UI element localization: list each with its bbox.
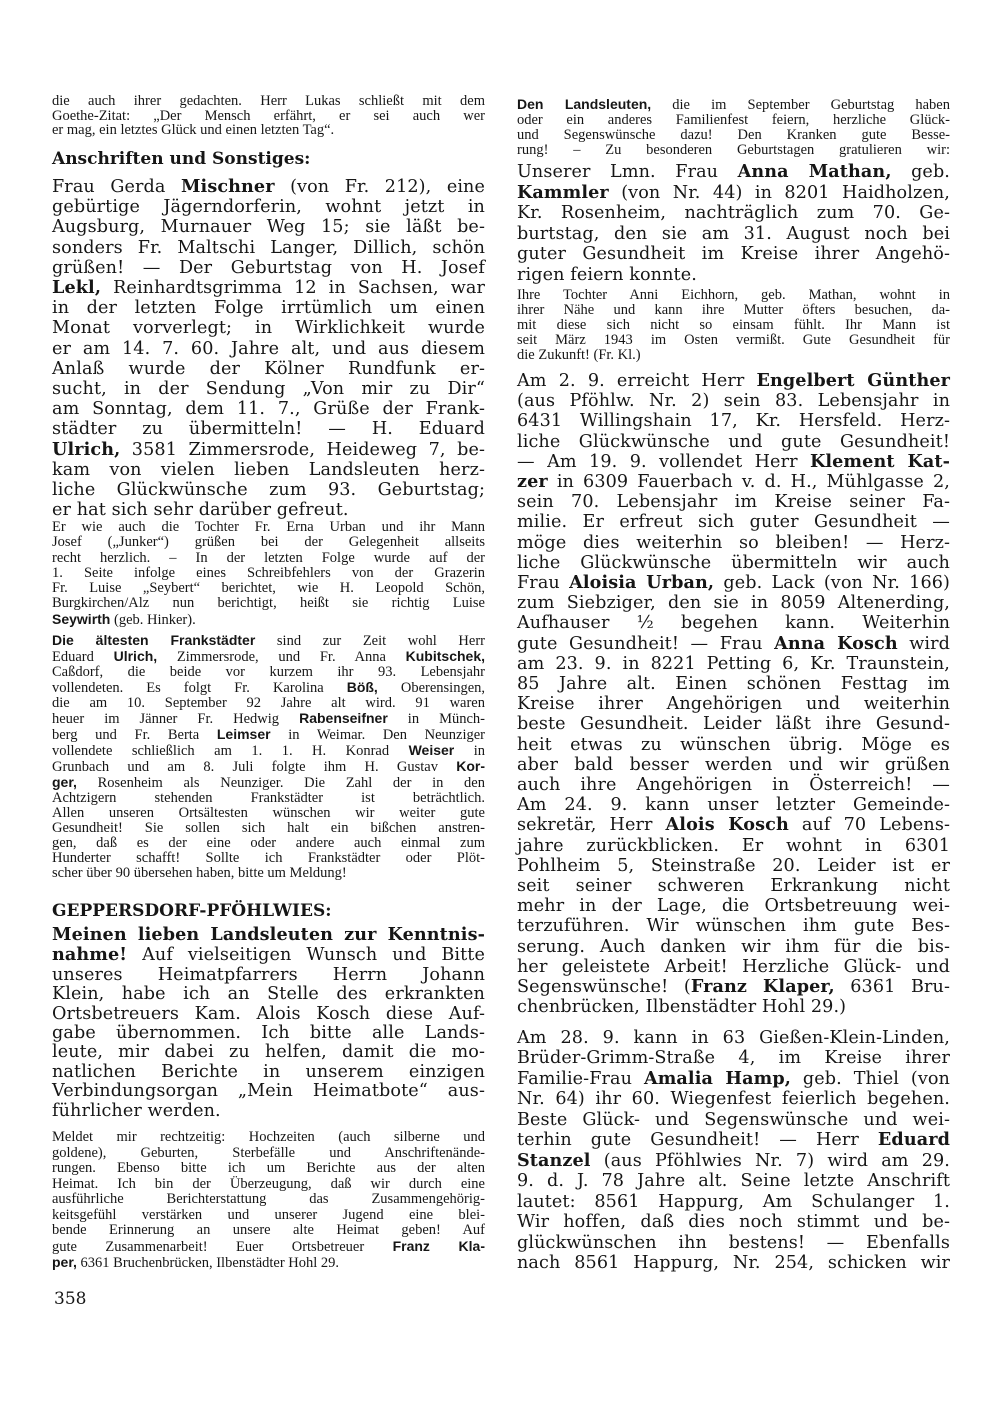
text-segment: sein 70. Lebensjahr im Kreise seiner Fa- bbox=[517, 492, 950, 513]
text-segment: liche Glückwünsche und gute Gesundheit! bbox=[517, 431, 950, 452]
paragraph-urban-seywirth bbox=[52, 520, 485, 628]
text-line bbox=[517, 1048, 950, 1068]
text-line bbox=[517, 512, 950, 532]
text-line bbox=[517, 795, 950, 815]
text-line bbox=[517, 391, 950, 411]
text-segment: grüßen! — Der Geburtstag von H. Josef bbox=[52, 257, 485, 278]
text-line bbox=[52, 520, 485, 535]
text-line bbox=[517, 348, 950, 363]
text-line bbox=[52, 596, 485, 611]
paragraph-eichhorn bbox=[517, 288, 950, 363]
text-segment: die am 10. September 92 Jahre alt wird. 91 waren bbox=[52, 695, 485, 711]
text-line bbox=[52, 1005, 485, 1024]
text-segment: leute, mir dabei zu helfen, damit die mo- bbox=[52, 1042, 485, 1063]
text-line bbox=[517, 492, 950, 512]
text-line bbox=[517, 318, 950, 333]
text-segment: vollendete schließlich am 1. 1. H. Konrad bbox=[52, 743, 409, 759]
section-heading-anschriften: Anschriften und Sonstiges: bbox=[52, 149, 311, 169]
bold-name: Aloisia Urban, bbox=[569, 572, 715, 594]
text-segment: 9. d. J. 78 Jahre alt. Seine letzte Anschrift bbox=[517, 1171, 950, 1192]
text-line bbox=[52, 278, 485, 298]
bold-name: Die ältesten Frankstädter bbox=[52, 632, 256, 648]
text-line bbox=[517, 957, 950, 977]
text-line bbox=[517, 937, 950, 957]
text-line bbox=[517, 303, 950, 318]
text-line bbox=[517, 1233, 950, 1253]
text-line bbox=[517, 1171, 950, 1191]
text-line bbox=[517, 775, 950, 795]
page-number: 358 bbox=[54, 1289, 87, 1309]
text-line bbox=[517, 634, 950, 654]
text-segment: in bbox=[454, 743, 486, 759]
text-segment: Augsburg, Murnauer Weg 15; sie läßt be- bbox=[52, 217, 485, 238]
text-line bbox=[517, 371, 950, 391]
bold-name: per, bbox=[52, 1254, 77, 1270]
text-line bbox=[517, 997, 950, 1017]
text-line bbox=[517, 113, 950, 128]
bold-name: Engelbert Günther bbox=[756, 370, 951, 391]
text-line bbox=[52, 665, 485, 680]
text-line bbox=[52, 1146, 485, 1162]
text-segment: Er wie auch die Tochter Fr. Erna Urban und ihr Mann bbox=[52, 519, 485, 535]
text-line bbox=[517, 1192, 950, 1212]
text-line bbox=[52, 379, 485, 399]
text-line bbox=[517, 714, 950, 734]
text-segment: Gesundheit! Sie sollen sich halt ein bißchen anstren- bbox=[52, 820, 485, 836]
text-segment: Meldet mir rechtzeitig: Hochzeiten (auch silberne und bbox=[52, 1129, 485, 1145]
text-line bbox=[517, 1069, 950, 1089]
text-segment: 85 Jahre alt. Einen schönen Festtag im bbox=[517, 674, 950, 695]
bold-name: Klement Kat- bbox=[809, 450, 950, 472]
text-line bbox=[517, 1130, 950, 1150]
text-segment: er mag, ein letztes Glück und einen letzten Tag“. bbox=[52, 122, 335, 138]
text-segment: die Zukunft! (Fr. Kl.) bbox=[517, 347, 641, 363]
text-line bbox=[52, 633, 485, 649]
text-line bbox=[52, 696, 485, 711]
text-segment: Am 28. 9. kann in 63 Gießen-Klein-Linden, bbox=[517, 1028, 950, 1048]
text-line bbox=[517, 613, 950, 633]
text-segment: rung! – Zu besonderen Geburtstagen gratulieren wir: bbox=[517, 142, 950, 158]
text-segment: möge dies weiterhin so bleiben! — Herz- bbox=[517, 532, 950, 553]
text-line bbox=[52, 759, 485, 775]
text-line bbox=[52, 925, 485, 945]
text-segment: am 23. 9. in 8221 Petting 6, Kr. Traunstein, bbox=[517, 653, 950, 674]
bold-name: Kor- bbox=[456, 758, 485, 774]
bold-name: Meinen lieben Landsleuten zur Kenntnis- bbox=[52, 924, 485, 945]
text-line bbox=[52, 945, 485, 965]
bold-name: Seywirth bbox=[52, 610, 111, 627]
text-line bbox=[517, 97, 950, 113]
text-segment: (aus Pföhlw. Nr. 2) sein 83. Lebensjahr in bbox=[517, 391, 950, 412]
text-segment: Zimmersrode, und Fr. Anna bbox=[157, 649, 406, 665]
text-line bbox=[517, 333, 950, 348]
text-line bbox=[52, 298, 485, 318]
text-segment: — Am 19. 9. vollendet Herr bbox=[517, 451, 810, 472]
text-segment: Beste Glück- und Segenswünsche und wei- bbox=[517, 1109, 950, 1130]
text-segment: Anlaß wurde der Kölner Rundfunk er- bbox=[52, 358, 485, 379]
text-segment: kam von vielen lieben Landsleuten herz- bbox=[52, 459, 485, 480]
text-line bbox=[517, 1151, 950, 1171]
text-line bbox=[517, 654, 950, 674]
text-segment: Aufhauser ½ begehen kann. Weiterhin bbox=[517, 613, 950, 634]
text-line bbox=[517, 755, 950, 775]
text-line bbox=[517, 472, 950, 492]
text-segment: seit März 1943 im Osten vermißt. Gute Gesundheit für bbox=[517, 332, 950, 348]
text-segment: sekretär, Herr bbox=[517, 815, 666, 836]
bold-name: Kammler bbox=[517, 181, 609, 203]
text-line bbox=[52, 1255, 485, 1272]
text-line bbox=[52, 500, 485, 520]
text-segment: berg und Fr. Berta bbox=[52, 727, 217, 743]
text-segment: Am 24. 9. kann unser letzter Gemeinde- bbox=[517, 795, 950, 816]
text-segment: die auch ihrer gedachten. Herr Lukas schließt mit dem bbox=[52, 93, 485, 109]
bold-name: nahme! bbox=[52, 944, 128, 966]
bold-name: Stanzel bbox=[517, 1149, 591, 1171]
text-line bbox=[517, 1028, 950, 1048]
text-line bbox=[517, 573, 950, 593]
text-segment: (von Fr. 212), eine bbox=[274, 177, 485, 197]
text-segment: her geleistete Arbeit! Herzliche Glück- und bbox=[517, 956, 950, 977]
text-line bbox=[52, 419, 485, 439]
text-line bbox=[52, 1130, 485, 1146]
text-segment: gabe übernommen. Ich bitte alle Lands- bbox=[52, 1023, 485, 1044]
text-segment: städter zu übermitteln! — H. Eduard bbox=[52, 419, 485, 440]
text-line bbox=[52, 1043, 485, 1062]
text-segment: in Weimar. Den Neunziger bbox=[270, 727, 485, 743]
text-segment: gute Gesundheit! — Frau bbox=[517, 633, 775, 654]
bold-name: Amalia Hamp, bbox=[643, 1067, 791, 1089]
text-segment: goldene), Geburten, Sterbefälle und Anschriftenände- bbox=[52, 1144, 485, 1161]
text-segment: zum Siebziger, den sie in 8059 Altenerding, bbox=[517, 593, 950, 614]
text-line bbox=[517, 288, 950, 303]
text-line bbox=[52, 535, 485, 550]
bold-name: Böß, bbox=[346, 679, 378, 695]
text-line bbox=[52, 1102, 485, 1121]
text-segment: Pohlheim 5, Steinstraße 20. Leider ist er bbox=[517, 855, 950, 876]
text-segment: Familie-Frau bbox=[517, 1068, 644, 1089]
text-segment: er hat sich sehr darüber gefreut. bbox=[52, 500, 349, 521]
bold-name: Lekl, bbox=[52, 277, 102, 299]
text-segment: 3581 Zimmersrode, Heideweg 7, be- bbox=[120, 439, 485, 460]
text-line bbox=[52, 339, 485, 359]
text-segment: 6431 Willingshain 17, Kr. Hersfeld. Herz- bbox=[517, 411, 950, 432]
text-segment: Eduard bbox=[52, 649, 114, 665]
text-segment: (geb. Hinker). bbox=[110, 611, 196, 628]
text-line bbox=[52, 359, 485, 379]
text-segment: Frau bbox=[517, 573, 570, 594]
text-segment: glückwünschen ihn bestens! — Ebenfalls bbox=[517, 1232, 950, 1253]
text-line bbox=[52, 680, 485, 696]
bold-name: Leimser bbox=[216, 726, 271, 742]
text-segment: gute Zusammenarbeit! Euer Ortsbetreuer bbox=[52, 1238, 393, 1255]
text-line bbox=[52, 551, 485, 566]
text-segment: Rosenheim als Neunziger. Die Zahl der in den bbox=[76, 775, 485, 791]
text-segment: heit etwas zu wünschen übrig. Möge es bbox=[517, 734, 950, 755]
text-line bbox=[517, 162, 950, 183]
bold-name: Alois Kosch bbox=[665, 814, 789, 836]
text-segment: Segenswünsche! ( bbox=[517, 977, 691, 998]
text-segment: auch ihre Angehörigen in Österreich! — bbox=[517, 775, 950, 796]
text-line bbox=[517, 143, 950, 158]
text-segment: Ortsbetreuers Kam. Alois Kosch diese Auf- bbox=[52, 1003, 485, 1024]
paragraph-meldet bbox=[52, 1130, 485, 1272]
text-segment: in Münch- bbox=[387, 711, 486, 727]
text-line bbox=[517, 1212, 950, 1232]
text-line bbox=[517, 836, 950, 856]
text-segment: beste Gesundheit. Leider läßt ihre Gesund- bbox=[517, 714, 950, 735]
text-line bbox=[517, 1089, 950, 1109]
text-line bbox=[517, 674, 950, 694]
text-line bbox=[52, 775, 485, 791]
bold-name: Anna Mathan, bbox=[737, 161, 892, 182]
text-line bbox=[52, 649, 485, 665]
text-line bbox=[52, 197, 485, 217]
text-segment: geb. bbox=[891, 162, 950, 182]
text-line bbox=[52, 836, 485, 851]
text-segment: Unserer Lmn. Frau bbox=[517, 162, 738, 182]
text-line bbox=[52, 258, 485, 278]
text-segment: lautet: 8561 Happurg, Am Schulanger 1. bbox=[517, 1191, 950, 1212]
text-line bbox=[52, 612, 485, 628]
text-segment: jahre zurückblicken. Er wohnt in 6301 bbox=[517, 835, 950, 856]
bold-name: Ulrich, bbox=[113, 648, 158, 664]
text-segment: Heimat. Ich bin der Überzeugung, daß wir durch eine bbox=[52, 1175, 485, 1192]
text-line bbox=[52, 566, 485, 581]
text-segment: rungen. Ebenso bitte ich um Berichte aus der alten bbox=[52, 1160, 485, 1176]
text-segment: rigen feiern konnte. bbox=[517, 264, 697, 285]
text-segment: sucht, in der Sendung „Von mir zu Dir“ bbox=[52, 379, 485, 400]
right-column bbox=[517, 0, 950, 1413]
text-line bbox=[517, 224, 950, 245]
text-line bbox=[517, 244, 950, 265]
text-segment: burtstag, den sie am 31. August noch bei bbox=[517, 223, 950, 244]
text-segment: in 6309 Fauerbach v. d. H., Mühlgasse 2, bbox=[547, 472, 950, 493]
bold-name: Eduard bbox=[877, 1129, 950, 1151]
text-segment: Achtzigern stehenden Frankstädter ist beträchtlich. bbox=[52, 790, 485, 806]
text-line bbox=[517, 856, 950, 876]
text-segment: Brüder-Grimm-Straße 4, im Kreise ihrer bbox=[517, 1048, 950, 1069]
text-segment: Wir hoffen, daß dies noch stimmt und be- bbox=[517, 1212, 950, 1233]
text-segment: liche Glückwünsche übermitteln wir auch bbox=[517, 552, 950, 573]
text-line bbox=[52, 123, 485, 138]
text-line bbox=[52, 1063, 485, 1082]
text-line bbox=[52, 1161, 485, 1177]
text-line bbox=[517, 128, 950, 143]
text-line bbox=[52, 791, 485, 806]
text-line bbox=[52, 1208, 485, 1224]
text-segment: ausführliche Berichterstattung das Zusammengehörig- bbox=[52, 1191, 485, 1207]
text-segment: die im September Geburtstag haben bbox=[651, 97, 950, 113]
text-segment: Fr. Luise „Seybert“ berichtet, wie H. Leopold Schön, bbox=[52, 580, 485, 597]
text-line bbox=[517, 876, 950, 896]
text-segment: und Segenswünsche dazu! Den Kranken gute Besse- bbox=[517, 127, 950, 143]
text-segment: am Sonntag, dem 11. 7., Grüße der Frank- bbox=[52, 399, 485, 420]
text-line bbox=[517, 1110, 950, 1130]
text-segment: vollendeten. Es folgt Fr. Karolina bbox=[52, 680, 347, 696]
text-line bbox=[52, 217, 485, 237]
bold-name: ger, bbox=[52, 774, 77, 790]
text-segment: chenbrücken, Ilbenstädter Hohl 29.) bbox=[517, 997, 847, 1018]
text-segment: 6361 Bru- bbox=[834, 977, 950, 998]
text-line bbox=[517, 452, 950, 472]
text-line bbox=[52, 743, 485, 759]
paragraph-goethe-quote bbox=[52, 94, 485, 138]
text-line bbox=[52, 460, 485, 480]
text-segment: gen, daß es der eine oder andere auch einmal zum bbox=[52, 835, 485, 851]
text-line bbox=[517, 694, 950, 714]
text-line bbox=[52, 1239, 485, 1256]
text-segment: mehr in der Lage, die Ortsbetreuung wei- bbox=[517, 896, 950, 917]
text-segment: Nr. 64) ihr 60. Wiegenfest feierlich begehen. bbox=[517, 1089, 950, 1110]
text-segment: terzuführen. Wir wünschen ihm gute Bes- bbox=[517, 916, 950, 937]
text-segment: Kr. Rosenheim, nachträglich zum 70. Ge- bbox=[517, 203, 950, 224]
text-segment: auf 70 Lebens- bbox=[788, 815, 950, 836]
text-line bbox=[52, 1192, 485, 1208]
text-line bbox=[517, 1253, 950, 1273]
paragraph-hamp bbox=[517, 1028, 950, 1273]
bold-name: Den Landsleuten, bbox=[517, 96, 652, 112]
text-segment: mit diese sich nicht so einsam fühlt. Ihr Mann ist bbox=[517, 317, 950, 333]
bold-name: Kubitschek, bbox=[405, 648, 485, 664]
text-line bbox=[52, 238, 485, 258]
text-line bbox=[517, 432, 950, 452]
text-segment: Monat vorverlegt; in Wirklichkeit wurde bbox=[52, 318, 485, 339]
text-segment: Am 2. 9. erreicht Herr bbox=[517, 371, 757, 391]
text-line bbox=[52, 985, 485, 1004]
text-segment: führlicher werden. bbox=[52, 1100, 221, 1121]
text-line bbox=[52, 399, 485, 419]
text-line bbox=[517, 593, 950, 613]
text-line bbox=[52, 806, 485, 821]
text-segment: wird bbox=[897, 633, 951, 654]
paragraph-kenntnisnahme bbox=[52, 925, 485, 1121]
text-line bbox=[52, 966, 485, 985]
text-line bbox=[517, 203, 950, 224]
text-line bbox=[52, 1082, 485, 1101]
bold-name: Ulrich, bbox=[52, 438, 121, 460]
text-segment: keitsgefühl verstärken und unserer Jugend eine blei- bbox=[52, 1206, 485, 1223]
text-line bbox=[517, 916, 950, 936]
text-line bbox=[52, 727, 485, 743]
text-line bbox=[52, 109, 485, 124]
text-segment: (aus Pföhlwies Nr. 7) wird am 29. bbox=[590, 1150, 950, 1171]
text-segment: scher über 90 übersehen haben, bitte um Meldung! bbox=[52, 865, 347, 881]
left-column bbox=[52, 0, 485, 1413]
text-line bbox=[52, 177, 485, 197]
bold-name: Weiser bbox=[408, 742, 455, 758]
text-segment: gebürtige Jägerndorferin, wohnt jetzt in bbox=[52, 197, 485, 218]
text-segment: Josef („Junker“) grüßen bei der Gelegenheit allseits bbox=[52, 534, 485, 551]
text-segment: 1. Seite infolge eines Schreibfehlers von der Grazerin bbox=[52, 564, 485, 581]
section-heading-geppersdorf: GEPPERSDORF-PFÖHLWIES: bbox=[52, 901, 332, 921]
text-segment: in der letzten Folge irrtümlich um einen bbox=[52, 298, 485, 319]
text-line bbox=[517, 735, 950, 755]
text-segment: Grunbach und am 8. Juli folgte ihm H. Gustav bbox=[52, 759, 457, 775]
text-segment: heuer im Jänner Fr. Hedwig bbox=[52, 711, 300, 727]
text-segment: Allen unseren Ortsältesten wünschen wir weiter gute bbox=[52, 805, 485, 821]
text-segment: geb. Lack (von Nr. 166) bbox=[714, 573, 951, 594]
text-segment: Auf vielseitigen Wunsch und Bitte bbox=[127, 945, 485, 966]
text-line bbox=[517, 553, 950, 573]
text-segment: nach 8561 Happurg, Nr. 254, schicken wir bbox=[517, 1252, 950, 1273]
bold-name: Franz Kla- bbox=[392, 1237, 485, 1254]
bold-name: zer bbox=[517, 471, 548, 493]
text-segment: Reinhardtsgrimma 12 in Sachsen, war bbox=[101, 278, 485, 299]
text-segment: Hunderter schafft! Sollte ich Frankstädter oder Plöt- bbox=[52, 850, 485, 866]
text-line bbox=[517, 265, 950, 286]
paragraph-guenther bbox=[517, 371, 950, 1018]
text-line bbox=[52, 1024, 485, 1043]
text-segment: ihrer Nähe und kann ihre Mutter öfters besuchen, da- bbox=[517, 302, 950, 318]
text-segment: aber bald besser werden und wir grüßen bbox=[517, 754, 950, 775]
paragraph-landsleuten bbox=[517, 97, 950, 158]
text-segment: Frau Gerda bbox=[52, 177, 181, 197]
text-segment: geb. Thiel (von bbox=[791, 1068, 950, 1089]
text-segment: Oberensingen, bbox=[377, 680, 486, 696]
text-segment: natlichen Berichte in unserem einzigen bbox=[52, 1061, 485, 1082]
paragraph-mischner bbox=[52, 177, 485, 520]
text-segment: bende Erinnerung an unsere alte Heimat geben! Auf bbox=[52, 1222, 485, 1238]
bold-name: Rabenseifner bbox=[299, 710, 388, 726]
text-line bbox=[517, 815, 950, 835]
text-segment: oder ein anderes Familienfest feiern, herzliche Glück- bbox=[517, 112, 950, 128]
text-segment: Klein, habe ich an Stelle des erkrankten bbox=[52, 984, 485, 1005]
text-line bbox=[52, 711, 485, 727]
text-segment: Verbindungsorgan „Mein Heimatbote“ aus- bbox=[52, 1081, 485, 1102]
text-line bbox=[52, 1223, 485, 1239]
bold-name: Franz Klaper, bbox=[690, 976, 835, 998]
text-line bbox=[52, 1177, 485, 1193]
text-segment: sind zur Zeit wohl Herr bbox=[255, 633, 485, 649]
text-segment: serung. Auch danken wir ihm für die bis- bbox=[517, 936, 950, 957]
text-segment: guter Gesundheit im Kreise ihrer Angehö- bbox=[517, 244, 950, 265]
text-segment: Burgkirchen/Alz nun berichtigt, heißt sie richtig Luise bbox=[52, 595, 485, 612]
bold-name: Mischner bbox=[180, 176, 275, 197]
text-line bbox=[52, 851, 485, 866]
text-line bbox=[517, 411, 950, 431]
text-line bbox=[52, 821, 485, 836]
text-line bbox=[517, 533, 950, 553]
text-line bbox=[52, 318, 485, 338]
text-segment: milie. Er erfreut sich guter Gesundheit — bbox=[517, 512, 950, 533]
text-line bbox=[52, 480, 485, 500]
paragraph-aeltesten bbox=[52, 633, 485, 881]
text-segment: sonders Fr. Maltschi Langer, Dillich, schön bbox=[52, 237, 485, 258]
text-line bbox=[517, 896, 950, 916]
text-line bbox=[517, 183, 950, 204]
text-segment: 6361 Bruchenbrücken, Ilbenstädter Hohl 29. bbox=[76, 1255, 340, 1271]
text-segment: Ihre Tochter Anni Eichhorn, geb. Mathan, wohnt in bbox=[517, 287, 950, 303]
text-segment: Caßdorf, die beide vor kurzem ihr 93. Lebensjahr bbox=[52, 664, 485, 680]
text-segment: (von Nr. 44) in 8201 Haidholzen, bbox=[608, 182, 950, 203]
text-segment: Goethe-Zitat: „Der Mensch erfährt, er sei auch wer bbox=[52, 107, 485, 124]
text-line bbox=[52, 866, 485, 881]
text-line bbox=[52, 94, 485, 109]
text-segment: terhin gute Gesundheit! — Herr bbox=[517, 1130, 878, 1151]
paragraph-mathan bbox=[517, 162, 950, 286]
text-segment: Kreise ihrer Angehörigen und weiterhin bbox=[517, 694, 950, 715]
text-line bbox=[517, 977, 950, 997]
text-segment: seit seiner schweren Erkrankung nicht bbox=[517, 876, 950, 897]
text-segment: liche Glückwünsche zum 93. Geburtstag; bbox=[52, 480, 485, 501]
text-segment: er am 14. 7. 60. Jahre alt, und aus diesem bbox=[52, 338, 485, 359]
text-segment: recht herzlich. – In der letzten Folge wurde auf der bbox=[52, 549, 485, 566]
text-line bbox=[52, 440, 485, 460]
bold-name: Anna Kosch bbox=[774, 632, 898, 654]
text-line bbox=[52, 581, 485, 596]
text-segment: unseres Heimatpfarrers Herrn Johann bbox=[52, 964, 485, 985]
